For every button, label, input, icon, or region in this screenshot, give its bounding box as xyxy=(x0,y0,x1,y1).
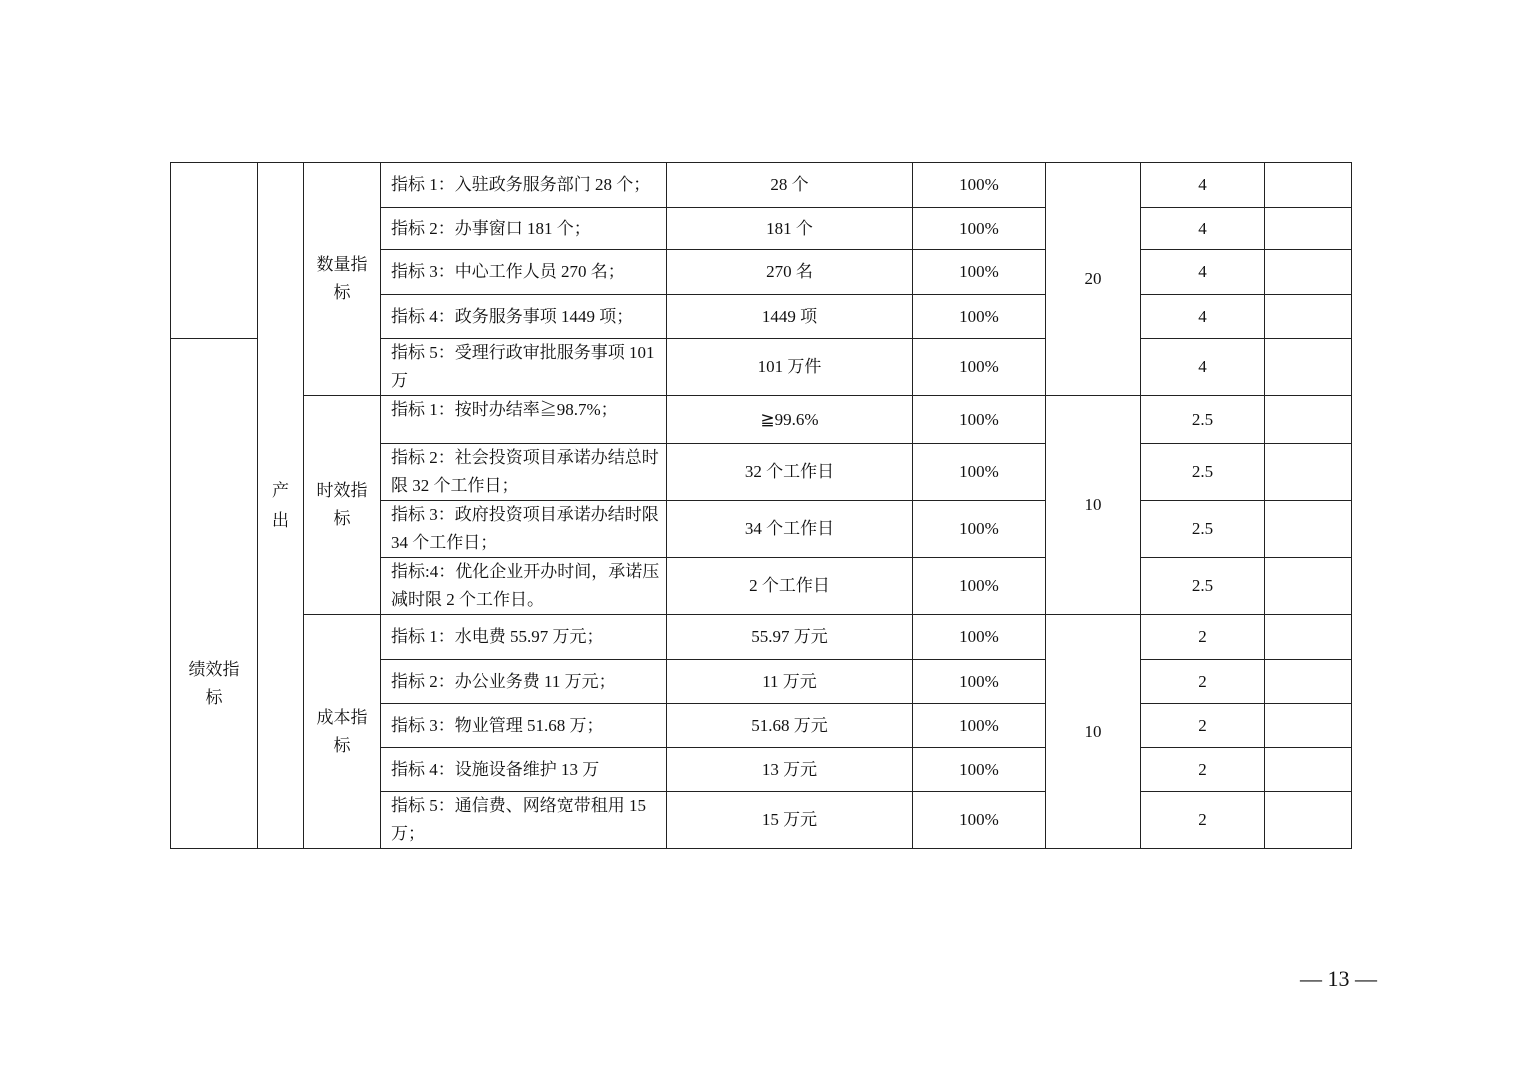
indicator-cell: 指标:4：优化企业开办时间，承诺压减时限 2 个工作日。 xyxy=(381,558,667,615)
output-cell xyxy=(258,163,304,849)
score-cell: 2.5 xyxy=(1141,558,1265,615)
score-cell: 2 xyxy=(1141,748,1265,792)
cost-weight-cell: 10 xyxy=(1046,615,1141,849)
indicator-cell: 指标 3：中心工作人员 270 名； xyxy=(381,250,667,295)
cost-category-cell xyxy=(304,615,381,849)
score-cell: 4 xyxy=(1141,208,1265,250)
note-cell xyxy=(1265,208,1352,250)
timeliness-category-cell xyxy=(304,396,381,615)
performance-indicator-table xyxy=(170,162,1352,849)
indicator-cell: 指标 5：通信费、网络宽带租用 15 万； xyxy=(381,792,667,849)
score-cell: 2 xyxy=(1141,792,1265,849)
completion-cell: 100% xyxy=(913,250,1046,295)
target-cell: 2 个工作日 xyxy=(667,558,913,615)
score-cell: 2.5 xyxy=(1141,444,1265,501)
quantity-category-label: 数量指标 xyxy=(316,255,368,302)
completion-cell: 100% xyxy=(913,792,1046,849)
quantity-category-cell xyxy=(304,163,381,396)
note-cell xyxy=(1265,792,1352,849)
completion-cell: 100% xyxy=(913,558,1046,615)
page-number: — 13 — xyxy=(1300,966,1377,991)
indicator-cell: 指标 2：社会投资项目承诺办结总时限 32 个工作日； xyxy=(381,444,667,501)
note-cell xyxy=(1265,660,1352,704)
indicator-cell: 指标 1：按时办结率≧98.7%； xyxy=(381,396,667,444)
target-cell: ≧99.6% xyxy=(667,396,913,444)
note-cell xyxy=(1265,339,1352,396)
target-cell: 270 名 xyxy=(667,250,913,295)
score-cell: 4 xyxy=(1141,295,1265,339)
completion-cell: 100% xyxy=(913,208,1046,250)
indicator-cell: 指标 5：受理行政审批服务事项 101 万 xyxy=(381,339,667,396)
completion-cell: 100% xyxy=(913,339,1046,396)
indicator-cell: 指标 1：入驻政务服务部门 28 个； xyxy=(381,163,667,208)
table-row xyxy=(171,163,1352,208)
note-cell xyxy=(1265,250,1352,295)
target-cell: 28 个 xyxy=(667,163,913,208)
note-cell xyxy=(1265,748,1352,792)
note-cell xyxy=(1265,615,1352,660)
indicator-cell: 指标 1：水电费 55.97 万元； xyxy=(381,615,667,660)
blank-upper-cell xyxy=(171,163,258,339)
indicator-cell: 指标 3：政府投资项目承诺办结时限 34 个工作日； xyxy=(381,501,667,558)
target-cell: 101 万件 xyxy=(667,339,913,396)
target-cell: 51.68 万元 xyxy=(667,704,913,748)
timeliness-category-label: 时效指标 xyxy=(316,481,368,528)
indicator-cell: 指标 4：政务服务事项 1449 项； xyxy=(381,295,667,339)
indicator-cell: 指标 4：设施设备维护 13 万 xyxy=(381,748,667,792)
note-cell xyxy=(1265,163,1352,208)
target-cell: 13 万元 xyxy=(667,748,913,792)
timeliness-weight-cell: 10 xyxy=(1046,396,1141,615)
performance-indicator-label: 绩效指标 xyxy=(188,659,240,707)
quantity-weight-cell: 20 xyxy=(1046,163,1141,396)
completion-cell: 100% xyxy=(913,396,1046,444)
output-label: 产出 xyxy=(272,480,289,530)
completion-cell: 100% xyxy=(913,748,1046,792)
completion-cell: 100% xyxy=(913,704,1046,748)
score-cell: 2.5 xyxy=(1141,501,1265,558)
note-cell xyxy=(1265,295,1352,339)
completion-cell: 100% xyxy=(913,615,1046,660)
note-cell xyxy=(1265,444,1352,501)
score-cell: 2.5 xyxy=(1141,396,1265,444)
table-row xyxy=(171,615,1352,660)
indicator-cell: 指标 2：办公业务费 11 万元； xyxy=(381,660,667,704)
score-cell: 2 xyxy=(1141,704,1265,748)
score-cell: 4 xyxy=(1141,250,1265,295)
score-cell: 4 xyxy=(1141,339,1265,396)
note-cell xyxy=(1265,558,1352,615)
table-row xyxy=(171,396,1352,444)
indicator-cell: 指标 3：物业管理 51.68 万； xyxy=(381,704,667,748)
indicator-cell: 指标 2：办事窗口 181 个； xyxy=(381,208,667,250)
target-cell: 55.97 万元 xyxy=(667,615,913,660)
note-cell xyxy=(1265,501,1352,558)
note-cell xyxy=(1265,396,1352,444)
cost-category-label: 成本指标 xyxy=(316,707,368,755)
target-cell: 34 个工作日 xyxy=(667,501,913,558)
completion-cell: 100% xyxy=(913,660,1046,704)
score-cell: 2 xyxy=(1141,660,1265,704)
completion-cell: 100% xyxy=(913,295,1046,339)
completion-cell: 100% xyxy=(913,163,1046,208)
performance-indicator-cell xyxy=(171,339,258,849)
target-cell: 15 万元 xyxy=(667,792,913,849)
target-cell: 32 个工作日 xyxy=(667,444,913,501)
score-cell: 2 xyxy=(1141,615,1265,660)
target-cell: 181 个 xyxy=(667,208,913,250)
score-cell: 4 xyxy=(1141,163,1265,208)
note-cell xyxy=(1265,704,1352,748)
target-cell: 1449 项 xyxy=(667,295,913,339)
target-cell: 11 万元 xyxy=(667,660,913,704)
completion-cell: 100% xyxy=(913,444,1046,501)
completion-cell: 100% xyxy=(913,501,1046,558)
